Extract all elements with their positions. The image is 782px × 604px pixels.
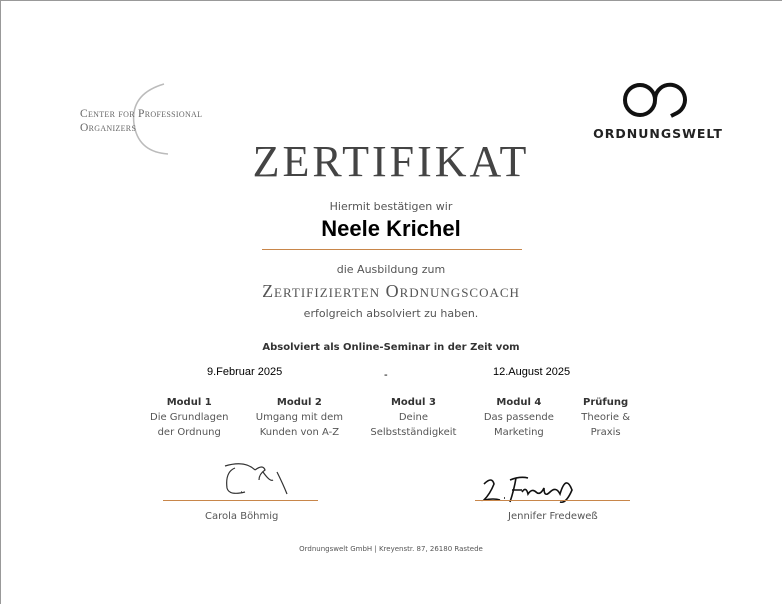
signatory-name-left: Carola Böhmig xyxy=(205,511,279,522)
module-line2: Marketing xyxy=(493,427,544,438)
module-item xyxy=(370,395,456,440)
recipient-name: Neele Krichel xyxy=(321,216,461,241)
cpo-logo-line1: Center for Professional xyxy=(80,108,203,120)
module-title: Modul 2 xyxy=(276,397,322,408)
name-underline xyxy=(262,249,522,250)
module-item xyxy=(256,395,343,440)
module-title: Modul 4 xyxy=(496,397,542,408)
signatory-name-right: Jennifer Fredeweß xyxy=(508,511,598,522)
footer-address: Ordnungswelt GmbH | Kreyenstr. 87, 26180 Rastede xyxy=(299,545,483,553)
module-line1: Umgang mit dem xyxy=(255,412,344,423)
module-line1: Theorie & xyxy=(581,412,630,423)
start-date: 9.Februar 2025 xyxy=(207,366,283,378)
module-line2: Kunden von A-Z xyxy=(259,427,340,438)
period-label: Absolviert als Online-Seminar in der Zeit vom xyxy=(262,342,520,353)
ordnungswelt-name: ORDNUNGSWELT xyxy=(593,126,723,141)
ordnungswelt-mark-icon xyxy=(588,80,728,120)
module-line2: der Ordnung xyxy=(157,427,221,438)
module-line1: Das passende xyxy=(483,412,554,423)
signature-line-left xyxy=(163,500,318,501)
module-item xyxy=(484,395,554,440)
completion-text: erfolgreich absolviert zu haben. xyxy=(303,307,479,320)
module-title: Modul 1 xyxy=(166,397,212,408)
module-title: Modul 3 xyxy=(390,397,436,408)
qualification: Zertifizierten Ordnungscoach xyxy=(262,281,520,301)
module-item xyxy=(150,395,228,440)
module-line2: Selbstständigkeit xyxy=(370,427,457,438)
modules-list xyxy=(150,395,630,440)
module-item xyxy=(581,395,630,440)
module-title: Prüfung xyxy=(583,397,629,408)
end-date: 12.August 2025 xyxy=(493,366,571,378)
training-text: die Ausbildung zum xyxy=(336,263,446,276)
module-line2: Praxis xyxy=(590,427,621,438)
cpo-logo-line2: Organizers xyxy=(80,122,137,134)
module-line1: Deine xyxy=(398,412,428,423)
signature-bohmig-icon xyxy=(215,460,295,500)
intro-text: Hiermit bestätigen wir xyxy=(329,200,453,213)
certificate-title: ZERTIFIKAT xyxy=(252,137,530,186)
module-line1: Die Grundlagen xyxy=(150,412,229,423)
signature-fredewess-icon xyxy=(480,470,590,510)
date-separator: - xyxy=(384,369,388,381)
signature-line-right xyxy=(475,500,630,501)
ordnungswelt-logo xyxy=(588,80,728,141)
